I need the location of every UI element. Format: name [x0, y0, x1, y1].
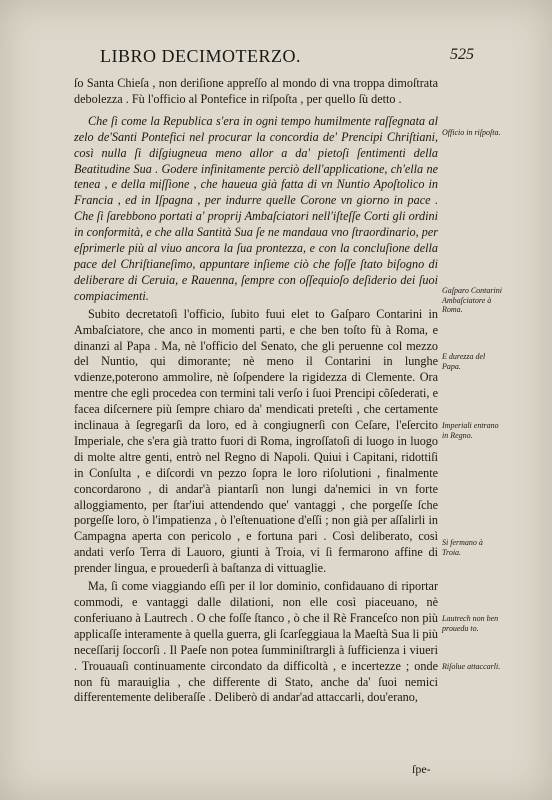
page-header: [100, 46, 440, 67]
margin-note: Gaſparo Contarini Ambaſciatore à Roma.: [442, 286, 502, 314]
paragraph: Subito decretatoſi l'officio, ſubito fuui elet to Gaſparo Contarini in Ambaſciatore, che anco in momenti parti, e che ben toſto fù à Roma, e dinanzi al Papa . Ma, nè l'officio del Senato, che gli peruenne col mezzo del Nuntio, qui dimorante; nè meno il Contarini in lunghe vdienze,poterono ammolire, nè ſoſpendere la rigidezza di Clemente. Ora mentre che egli procedea con termini tali verſo i ſuoi Prencipi cõſederati, e facea diſcernere più ſempre chiaro da' mendicati preteſti , che certamente inclinaua à ſegregarſi da loro, ed à congiugnerſi con Ceſare, l'eſercito Imperiale, che s'era già tratto fuori di Roma, ingroſſatoſi di luogo in luogo di molte altre genti, entrò nel Regno di Napoli. Quiui i Capitani, ridottiſi in Conſulta , e diſcordi vn pezzo ſopra le loro riſolutioni , finalmente concordarono , di andar'à piantarſi non lungi da'nemici in vn forte alloggiamento, per ſtar'iui attendendo que' vantaggi , che porgeſſe ſche porgeſſe loro, ò l'impatienza , ò l'eſtenuatione d'eſſi ; non già per aſſalirli in Campagna aperta con pericolo , e fortuna pari . Così deliberato, così andati verſo Terra di Lauoro, giunti à Troia, vi ſi fermarono affine di prender lingua, e prouederſi à baſtanza di vittuaglie.: [74, 306, 438, 576]
paragraph: ſo Santa Chieſa , non deriſione appreſſo al mondo di vna troppa dimoſtrata debolezza . Fù l'officio al Pontefice in riſpoſta , per quello ſù detto .: [74, 76, 438, 106]
margin-note: Riſolue attaccarli.: [442, 662, 501, 671]
margin-note: Lautrech non ben prouedu to.: [442, 614, 499, 633]
margin-note: Imperiali entrano in Regno.: [442, 421, 499, 440]
paragraph: Ma, ſi come viaggiando eſſi per il lor dominio, confidauano di riportar commodi, e vantaggi dalle dilationi, non elle così piaceuano, nè conferiuano à Lautrech . O che foſſe ſtanco , ò che il Rè Franceſco non più applicaſſe interamente à quella guerra, gli ſcarſeggiaua la Maeſtà Sua li più neceſſarij ſoccorſi . Il Paeſe non potea ſumminiſtrargli à ſufficienza i viueri . Trouauaſi continuamente circondato da difficoltà , e incertezze ; onde non fù marauiglia , che differente di Stato, anche da' ſuoi nemici differentemente deliberaſſe . Deliberò di andar'ad attaccarli, dou'erano,: [74, 579, 438, 705]
running-head: LIBRO DECIMOTERZO.: [100, 46, 301, 66]
main-text: [74, 76, 438, 706]
margin-note: Si fermano à Troia.: [442, 538, 483, 557]
page-number: 525: [450, 46, 474, 63]
margin-note: Officio in riſpoſta.: [442, 128, 501, 137]
margin-note: E durezza del Papa.: [442, 352, 486, 371]
paragraph-reply: Che ſi come la Republica s'era in ogni tempo humilmente raſſegnata al zelo de'Santi Pontefici nel procurar la concordia de' Prencipi Chriſtiani, così nulla ſi diſgiugneua meno allor a da' pietoſi ſentimenti della Beatitudine Sua . Godere infinitamente perciò dell'applicatione, ch'ella ne tenea , e della miſſione , che haueua già fatta di vn Nuntio Apoſtolico in Francia , ed in Iſpagna , per indurre quelle Corone vn giorno in pace . Che ſi ſarebbono portati a' proprij Ambaſciatori nell'iſteſſe Corti gli ordini in conformità, e che alla Santità Sua ſe ne mandaua vno ſtraordinario, per eſprimerle più al viuo ancora la ſua prontezza, e con la concluſione della pace del Chriſtianeſimo, appuntare inſieme ciò che foſſe ſtato biſogno di deliberare di Ceruia, e Rauenna, ſempre con oſſequioſo deſiderio dei ſuoi compiacimenti.: [74, 113, 438, 303]
catchword: ſpe-: [412, 762, 431, 776]
